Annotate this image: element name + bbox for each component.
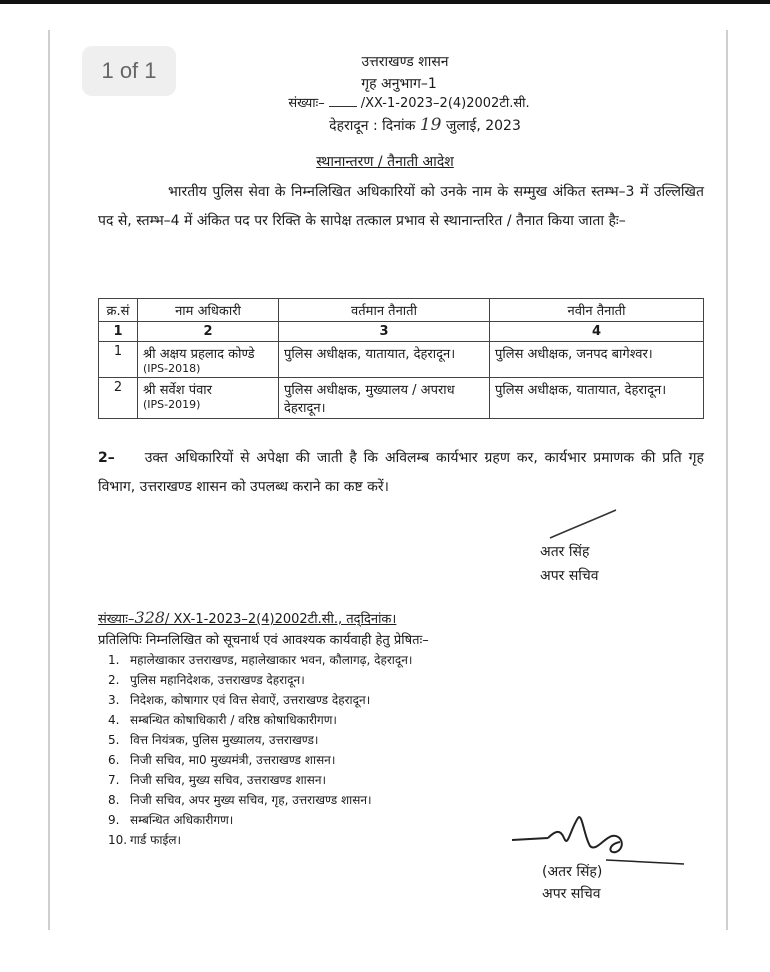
copy-ref-label: संख्याः– <box>98 612 135 627</box>
copy-ref-number <box>98 608 396 627</box>
list-item: 6. निजी सचिव, मा0 मुख्यमंत्री, उत्तराखण्ड शासन। <box>108 753 336 767</box>
date-day-handwritten: 19 <box>419 115 442 135</box>
list-item: 5. वित्त नियंत्रक, पुलिस मुख्यालय, उत्तराखण्ड। <box>108 733 319 747</box>
place-date <box>40 115 770 135</box>
header-current: वर्तमान तैनाती <box>279 299 490 322</box>
row-officer <box>138 342 279 378</box>
viewer-top-bar <box>0 0 770 4</box>
order-paragraph-1: भारतीय पुलिस सेवा के निम्नलिखित अधिकारियों को उनके नाम के सम्मुख अंकित स्तम्भ–3 में उल्लिखित पद से, स्तम्भ–4 में अंकित पद पर रिक्ति के सापेक्ष तत्काल प्रभाव से स्थानान्तरित / तैनात किया जाता हैः– <box>98 184 704 229</box>
header-new: नवीन तैनाती <box>490 299 704 322</box>
officer-batch: (IPS-2019) <box>143 398 201 411</box>
copy-signatory-designation: अपर सचिव <box>542 886 601 902</box>
order-subject: स्थानान्तरण / तैनाती आदेश <box>316 154 454 170</box>
blank-line <box>329 106 357 107</box>
govt-name: उत्तराखण्ड शासन <box>361 54 449 70</box>
column-number-row <box>99 322 704 342</box>
page-indicator: 1 of 1 <box>82 46 176 96</box>
header-sn: क्र.सं <box>99 299 138 322</box>
officer-batch: (IPS-2018) <box>143 362 201 375</box>
col-num: 4 <box>490 322 704 342</box>
row-current-posting: पुलिस अधीक्षक, मुख्यालय / अपराध देहरादून। <box>279 378 490 419</box>
copy-ref-rest: / XX-1-2023–2(4)2002टी.सी., तद्‌दिनांक। <box>164 612 397 627</box>
list-item: 7. निजी सचिव, मुख्य सचिव, उत्तराखण्ड शासन। <box>108 773 327 787</box>
row-current-posting: पुलिस अधीक्षक, यातायात, देहरादून। <box>279 342 490 378</box>
col-num: 3 <box>279 322 490 342</box>
list-item: 10. गार्ड फाईल। <box>108 833 182 847</box>
list-item: 3. निदेशक, कोषागार एवं वित्त सेवाऐं, उत्तराखण्ड देहरादून। <box>108 693 371 707</box>
handwritten-signature <box>508 808 688 870</box>
order-number <box>24 93 770 111</box>
paragraph-number: 2– <box>98 450 115 466</box>
table-header-row <box>99 299 704 322</box>
order-paragraph-2 <box>98 444 704 502</box>
transfer-table <box>98 298 704 419</box>
list-item: 1. महालेखाकार उत्तराखण्ड, महालेखाकार भवन, कौलागढ़, देहरादून। <box>108 653 413 667</box>
table-row <box>99 342 704 378</box>
copy-recipients-list <box>108 650 412 850</box>
row-sn: 1 <box>99 342 138 378</box>
copy-ref-handwritten: 328 <box>134 608 165 627</box>
col-num: 1 <box>99 322 138 342</box>
row-new-posting: पुलिस अधीक्षक, यातायात, देहरादून। <box>490 378 704 419</box>
paragraph-2-text: उक्त अधिकारियों से अपेक्षा की जाती है कि अविलम्ब कार्यभार ग्रहण कर, कार्यभार प्रमाणक की प्रति गृह विभाग, उत्तराखण्ड शासन को उपलब्ध कराने का कष्ट करें। <box>98 450 704 495</box>
list-item: 9. सम्बन्धित अधिकारीगण। <box>108 813 234 827</box>
row-officer <box>138 378 279 419</box>
header-name: नाम अधिकारी <box>138 299 279 322</box>
list-item: 2. पुलिस महानिदेशक, उत्तराखण्ड देहरादून। <box>108 673 305 687</box>
copy-signatory-name: (अतर सिंह) <box>542 864 603 880</box>
col-num: 2 <box>138 322 279 342</box>
row-sn: 2 <box>99 378 138 419</box>
signatory-name: अतर सिंह <box>540 544 590 560</box>
list-item: 8. निजी सचिव, अपर मुख्य सचिव, गृह, उत्तराखण्ड शासन। <box>108 793 372 807</box>
section-name: गृह अनुभाग–1 <box>361 76 437 92</box>
row-new-posting: पुलिस अधीक्षक, जनपद बागेश्वर। <box>490 342 704 378</box>
signature-mark <box>548 508 618 540</box>
list-item: 4. सम्बन्धित कोषाधिकारी / वरिष्ठ कोषाधिकारीगण। <box>108 713 337 727</box>
officer-name: श्री सर्वेश पंवार <box>143 383 212 398</box>
order-number-label: संख्याः– <box>288 96 325 111</box>
order-number-value: /XX-1-2023–2(4)2002टी.सी. <box>360 96 530 111</box>
table-row <box>99 378 704 419</box>
signatory-designation: अपर सचिव <box>540 568 599 584</box>
date-month-year: जुलाई, 2023 <box>445 118 521 134</box>
place-date-label: देहरादून : दिनांक <box>329 118 416 134</box>
officer-name: श्री अक्षय प्रहलाद कोण्डे <box>143 347 255 362</box>
copy-intro: प्रतिलिपिः निम्नलिखित को सूचनार्थ एवं आवश्यक कार्यवाही हेतु प्रेषितः– <box>98 633 429 648</box>
